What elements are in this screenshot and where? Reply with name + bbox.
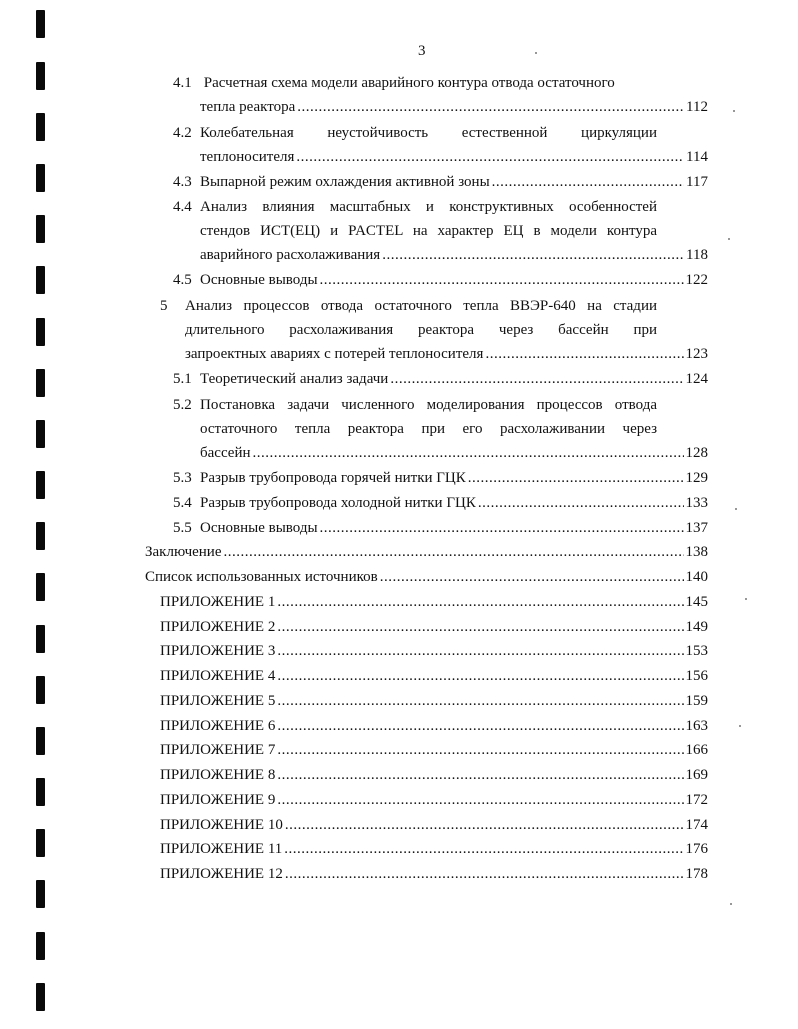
dot-leader — [277, 691, 683, 711]
toc-entry-appendix — [160, 716, 708, 736]
scan-speck — [535, 52, 537, 54]
dot-leader — [492, 172, 684, 192]
binding-mark — [36, 164, 45, 192]
toc-title: ПРИЛОЖЕНИЕ 9 — [160, 792, 276, 808]
toc-title: Основные выводы — [200, 520, 318, 536]
binding-mark — [36, 932, 45, 960]
toc-entry-5-4 — [173, 493, 708, 513]
toc-number: 5 — [160, 298, 168, 314]
binding-mark — [36, 778, 45, 806]
toc-title: Разрыв трубопровода горячей нитки ГЦК — [200, 470, 466, 486]
toc-title: бассейн — [200, 445, 251, 461]
toc-title: Разрыв трубопровода холодной нитки ГЦК — [200, 495, 476, 511]
dot-leader — [277, 765, 683, 785]
toc-entry-4-3 — [173, 172, 708, 192]
binding-mark — [36, 318, 45, 346]
toc-title: ПРИЛОЖЕНИЕ 8 — [160, 767, 276, 783]
toc-entry-conclusion — [145, 542, 708, 562]
toc-title: Постановка задачи численного моделирования процессов отвода — [200, 397, 657, 413]
toc-page: 138 — [685, 544, 708, 560]
toc-entry-appendix — [160, 765, 708, 785]
toc-page: 166 — [685, 742, 708, 758]
toc-entry-5-2-line1 — [173, 395, 657, 415]
toc-entry-5-2-line3 — [200, 443, 708, 463]
dot-leader — [277, 641, 683, 661]
toc-number: 5.5 — [173, 520, 192, 536]
binding-mark — [36, 62, 45, 90]
toc-entry-appendix — [160, 592, 708, 612]
dot-leader — [277, 790, 683, 810]
toc-title: ПРИЛОЖЕНИЕ 10 — [160, 817, 283, 833]
toc-entry-4-4-line1 — [173, 197, 657, 217]
scan-speck — [733, 110, 735, 112]
toc-title: ПРИЛОЖЕНИЕ 6 — [160, 718, 276, 734]
toc-page: 112 — [686, 99, 708, 115]
binding-mark — [36, 727, 45, 755]
toc-page: 145 — [685, 594, 708, 610]
toc-page: 176 — [685, 841, 708, 857]
toc-number: 5.4 — [173, 495, 192, 511]
toc-entry-appendix — [160, 740, 708, 760]
toc-title: ПРИЛОЖЕНИЕ 12 — [160, 866, 283, 882]
dot-leader — [253, 443, 684, 463]
toc-entry-4-2-line1 — [173, 123, 657, 143]
toc-entry-appendix — [160, 790, 708, 810]
toc-page: 153 — [685, 643, 708, 659]
toc-title: ПРИЛОЖЕНИЕ 7 — [160, 742, 276, 758]
toc-number: 4.2 — [173, 125, 192, 141]
toc-page: 129 — [685, 470, 708, 486]
toc-entry-4-1-line1 — [173, 73, 657, 93]
dot-leader — [285, 864, 684, 884]
toc-title: тепла реактора — [200, 99, 296, 115]
dot-leader — [382, 245, 684, 265]
dot-leader — [320, 518, 684, 538]
binding-mark — [36, 676, 45, 704]
toc-title: Анализ влияния масштабных и конструктивных особенностей — [200, 199, 657, 215]
toc-entry-4-5 — [173, 270, 708, 290]
toc-page: 137 — [685, 520, 708, 536]
binding-mark — [36, 266, 45, 294]
toc-page: 122 — [685, 272, 708, 288]
toc-page: 174 — [685, 817, 708, 833]
toc-page: 140 — [685, 569, 708, 585]
toc-number: 4.4 — [173, 199, 192, 215]
toc-title: Колебательная неустойчивость естественной циркуляции — [200, 125, 657, 141]
toc-title: Список использованных источников — [145, 569, 378, 585]
toc-title: Анализ процессов отвода остаточного тепла ВВЭР-640 на стадии — [185, 298, 657, 314]
toc-entry-5-line3 — [185, 344, 708, 364]
toc-title: запроектных авариях с потерей теплоносителя — [185, 346, 484, 362]
toc-number: 5.1 — [173, 371, 192, 387]
toc-number: 5.3 — [173, 470, 192, 486]
page-number: 3 — [418, 43, 426, 59]
toc-entry-appendix — [160, 864, 708, 884]
toc-title: Расчетная схема модели аварийного контура отвода остаточного — [203, 75, 615, 91]
scan-speck — [739, 725, 741, 727]
dot-leader — [478, 493, 684, 513]
dot-leader — [297, 97, 684, 117]
toc-entry-references — [145, 567, 708, 587]
toc-title: ПРИЛОЖЕНИЕ 2 — [160, 619, 276, 635]
dot-leader — [285, 815, 684, 835]
dot-leader — [277, 716, 683, 736]
toc-entry-5-line1 — [160, 296, 657, 316]
scan-speck — [735, 508, 737, 510]
toc-entry-appendix — [160, 691, 708, 711]
toc-page: 133 — [685, 495, 708, 511]
binding-mark — [36, 983, 45, 1011]
toc-number: 4.5 — [173, 272, 192, 288]
dot-leader — [224, 542, 684, 562]
toc-entry-4-2-line2 — [200, 147, 708, 167]
toc-title: длительного расхолаживания реактора через бассейн при — [185, 322, 657, 338]
toc-title: Заключение — [145, 544, 222, 560]
toc-entry-5-5 — [173, 518, 708, 538]
toc-page: 128 — [685, 445, 708, 461]
binding-mark — [36, 829, 45, 857]
binding-mark — [36, 522, 45, 550]
toc-page: 114 — [686, 149, 708, 165]
scan-speck — [745, 598, 747, 600]
toc-entry-appendix — [160, 666, 708, 686]
dot-leader — [468, 468, 684, 488]
toc-page: 169 — [685, 767, 708, 783]
toc-title: ПРИЛОЖЕНИЕ 11 — [160, 841, 283, 857]
dot-leader — [390, 369, 683, 389]
toc-title: ПРИЛОЖЕНИЕ 5 — [160, 693, 276, 709]
dot-leader — [277, 617, 683, 637]
toc-title: аварийного расхолаживания — [200, 247, 381, 263]
toc-number: 4.1 — [173, 75, 192, 91]
dot-leader — [277, 666, 683, 686]
toc-entry-4-4-line2 — [200, 221, 657, 241]
binding-mark — [36, 880, 45, 908]
toc-title: стендов ИСТ(ЕЦ) и PACTEL на характер ЕЦ в модели контура — [200, 223, 657, 239]
toc-page: 156 — [685, 668, 708, 684]
toc-entry-5-line2 — [185, 320, 657, 340]
dot-leader — [277, 592, 683, 612]
toc-page: 159 — [685, 693, 708, 709]
toc-title: ПРИЛОЖЕНИЕ 1 — [160, 594, 276, 610]
toc-page: 118 — [686, 247, 708, 263]
toc-page: 163 — [685, 718, 708, 734]
toc-page: 172 — [685, 792, 708, 808]
toc-entry-appendix — [160, 815, 708, 835]
scan-speck — [728, 238, 730, 240]
binding-mark — [36, 573, 45, 601]
dot-leader — [296, 147, 684, 167]
binding-mark — [36, 113, 45, 141]
toc-entry-appendix — [160, 617, 708, 637]
toc-page: 117 — [686, 174, 708, 190]
toc-title: ПРИЛОЖЕНИЕ 4 — [160, 668, 276, 684]
toc-title: ПРИЛОЖЕНИЕ 3 — [160, 643, 276, 659]
toc-title: Теоретический анализ задачи — [200, 371, 389, 387]
toc-title: теплоносителя — [200, 149, 295, 165]
toc-title: Выпарной режим охлаждения активной зоны — [200, 174, 490, 190]
toc-entry-appendix — [160, 641, 708, 661]
dot-leader — [320, 270, 684, 290]
binding-mark — [36, 215, 45, 243]
toc-entry-4-1-line2 — [200, 97, 708, 117]
toc-page: 124 — [685, 371, 708, 387]
dot-leader — [284, 839, 683, 859]
binding-mark — [36, 10, 45, 38]
toc-entry-4-4-line3 — [200, 245, 708, 265]
binding-mark — [36, 471, 45, 499]
scan-speck — [730, 903, 732, 905]
dot-leader — [380, 567, 684, 587]
toc-page: 149 — [685, 619, 708, 635]
binding-mark — [36, 369, 45, 397]
toc-number: 5.2 — [173, 397, 192, 413]
toc-entry-5-3 — [173, 468, 708, 488]
toc-entry-5-1 — [173, 369, 708, 389]
dot-leader — [485, 344, 683, 364]
toc-entry-appendix — [160, 839, 708, 859]
toc-title: Основные выводы — [200, 272, 318, 288]
toc-page: 123 — [685, 346, 708, 362]
toc-title: остаточного тепла реактора при его расхолаживании через — [200, 421, 657, 437]
binding-mark — [36, 625, 45, 653]
toc-number: 4.3 — [173, 174, 192, 190]
binding-mark — [36, 420, 45, 448]
toc-page: 178 — [685, 866, 708, 882]
toc-entry-5-2-line2 — [200, 419, 657, 439]
dot-leader — [277, 740, 683, 760]
